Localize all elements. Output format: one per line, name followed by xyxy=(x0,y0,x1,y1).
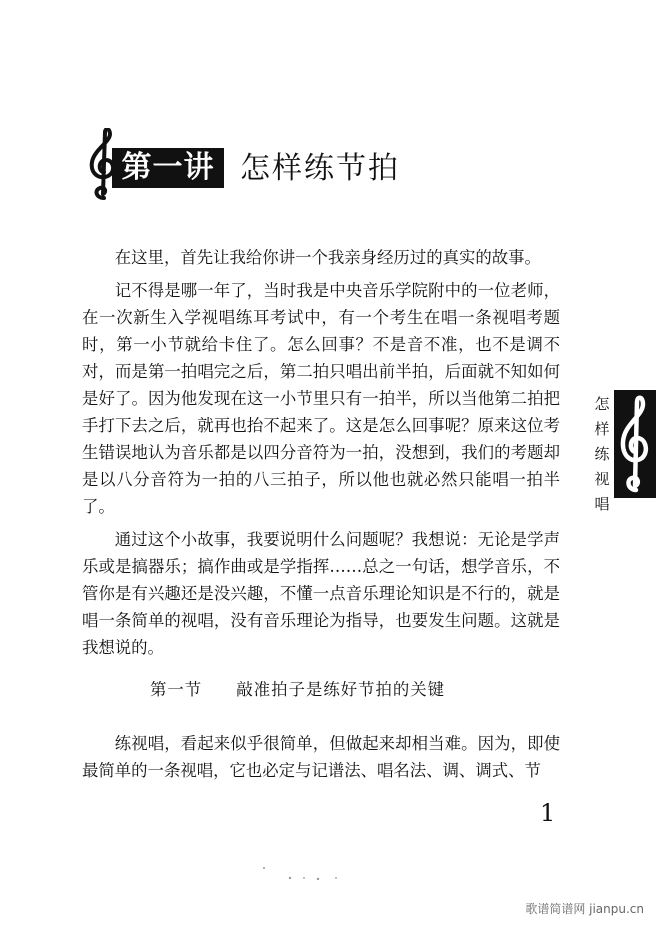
section-heading xyxy=(150,676,490,703)
paragraph: 在这里，首先让我给你讲一个我亲身经历过的真实的故事。 xyxy=(114,248,541,267)
side-tab-char: 练 xyxy=(594,445,610,463)
side-tab-char: 样 xyxy=(594,420,610,438)
intro-text xyxy=(82,244,560,667)
chapter-title: 怎样练节拍 xyxy=(240,151,400,186)
section-number: 第一节 xyxy=(150,680,203,699)
paragraph: 记不得是哪一年了，当时我是中央音乐学院附中的一位老师，在一次新生入学视唱练耳考试中，有一个考生在唱一条视唱考题时，第一小节就给卡住了。怎么回事？不是音不准，也不是调不对，而是第一拍唱完之后，第二拍只唱出前半拍，后面就不知如何是好了。因为他发现在这一小节里只有一拍半，所以当他第二拍把手打下去之后，就再也抬不起来了。这是怎么回事呢？原来这位考生错误地认为音乐都是以四分音符为一拍，没想到，我们的考题却是以八分音符为一拍的八三拍子，所以他也就必然只能唱一拍半了。 xyxy=(82,281,560,516)
scan-specks xyxy=(260,862,360,882)
section-text xyxy=(82,730,560,784)
side-tab-char: 怎 xyxy=(594,395,610,413)
page-number: 1 xyxy=(540,799,556,827)
paragraph: 通过这个小故事，我要说明什么问题呢？我想说：无论是学声乐或是搞器乐；搞作曲或是学指挥……总之一句话，想学音乐，不管你是有兴趣还是没兴趣，不懂一点音乐理论知识是不行的，就是唱一条简单的视唱，没有音乐理论为指导，也要发生问题。这就是我想说的。 xyxy=(82,530,560,657)
section-title: 敲准拍子是练好节拍的关键 xyxy=(236,680,446,699)
side-treble-clef-icon xyxy=(618,394,652,494)
side-tab-char: 视 xyxy=(594,470,610,488)
watermark: 歌谱简谱网 jianpu.cn xyxy=(525,902,644,916)
side-tab-char: 唱 xyxy=(594,495,610,513)
side-tab-label xyxy=(592,392,612,517)
chapter-badge: 第一讲 xyxy=(112,148,224,188)
paragraph: 练视唱，看起来似乎很简单，但做起来却相当难。因为，即使最简单的一条视唱，它也必定与记谱法、唱名法、调、调式、节 xyxy=(82,734,560,780)
